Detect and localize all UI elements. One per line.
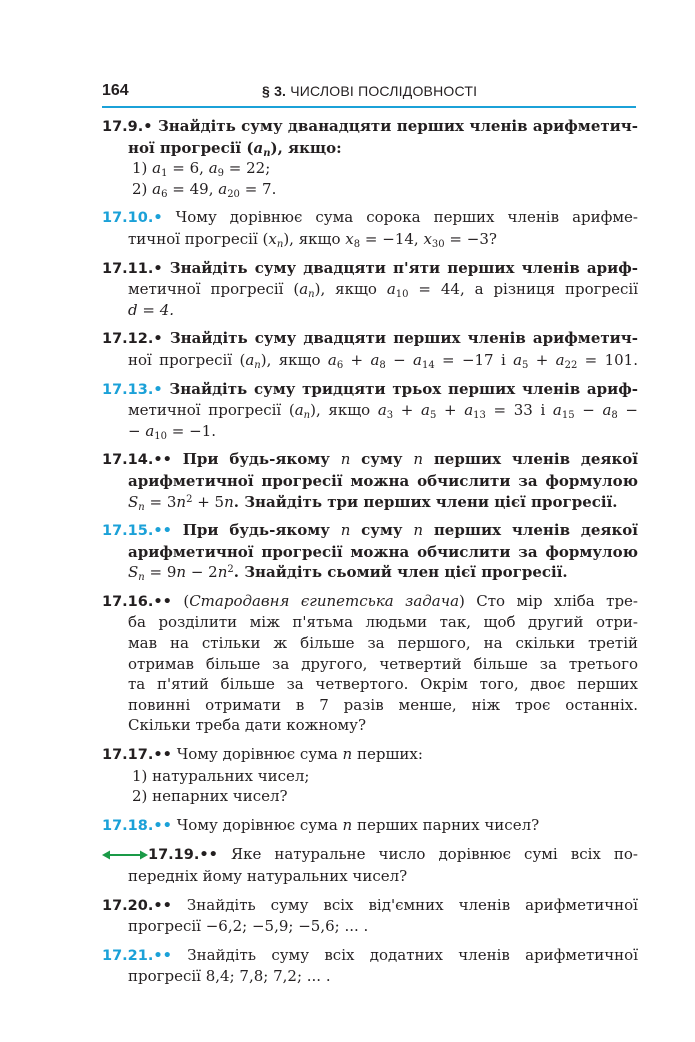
section-label: § 3. <box>262 83 287 99</box>
problem-number: 17.18.•• <box>102 817 172 834</box>
problem-number: 17.14.•• <box>102 452 172 469</box>
section-title <box>262 83 477 99</box>
problem-17-13: 17.13.• Знайдіть суму тридцяти трьох перших членів ариф- метичної прогресії $(a_n)$, якщо $a_3 + a_5 + a_{13} = 33$ і $a_{15} - a_8$ − − $a_{10} = -1$. <box>102 379 638 442</box>
problem-17-18: 17.18.•• Чому дорівнює сума n перших парних чисел? <box>102 815 540 834</box>
problem-17-15: 17.15.•• При будь-якому n суму n перших членів деякої арифметичної прогресії можна обчислити за формулою $S_n = 9n - 2n^2$. Знайдіть сьомий член цієї прогресії. <box>102 521 638 584</box>
problem-17-10: 17.10.• Чому дорівнює сума сорока перших членів арифме- тичної прогресії $(x_n)$, якщо $x_8 = -14$, $x_{30} = -3$? <box>102 208 638 250</box>
page-number: 164 <box>102 82 129 99</box>
problem-17-14: 17.14.•• При будь-якому n суму n перших членів деякої арифметичної прогресії можна обчислити за формулою $S_n = 3n^2 + 5n$. Знайдіть три перших члени цієї прогресії. <box>102 450 638 513</box>
problem-number: 17.12.• <box>102 331 163 348</box>
problem-17-16: 17.16.•• (Стародавня єгипетська задача) Сто мір хліба тре- ба розділити між п'ятьма людьми так, щоб другий отри- мав на стільки ж більше за першого, на скільки третій отримав більше за другого, четвертий більше за третього та п'ятий більше за четвертого. Окрім того, двоє перших повинні отримати в 7 разів менше, ніж троє останніх. Скільки треба дати кожному? <box>102 591 638 735</box>
section-name: ЧИСЛОВІ ПОСЛІДОВНОСТІ <box>290 83 478 99</box>
problem-17-21: 17.21.•• Знайдіть суму всіх додатних членів арифметичної прогресії 8,4; 7,8; 7,2; ... . <box>102 945 638 986</box>
problem-number: 17.16.•• <box>102 593 172 610</box>
problem-number: 17.21.•• <box>102 947 172 964</box>
problem-17-19: 17.19.•• Яке натуральне число дорівнює сумі всіх по- передніх йому натуральних чисел? <box>102 844 638 886</box>
problem-number: 17.10.• <box>102 210 163 227</box>
problem-17-17: 17.17.•• Чому дорівнює сума n перших: 1) натуральних чисел; 2) непарних чисел? <box>102 745 423 806</box>
double-arrow-icon <box>102 850 148 860</box>
problem-17-11: 17.11.• Знайдіть суму двадцяти п'яти перших членів ариф- метичної прогресії $(a_n)$, якщо $a_{10} = 44$, а різниця прогресії d = 4. <box>102 258 638 319</box>
problem-list <box>102 116 638 995</box>
problem-number: 17.11.• <box>102 260 163 277</box>
page-header <box>102 80 636 108</box>
problem-number: 17.20.•• <box>102 897 172 914</box>
problem-number: 17.17.•• <box>102 747 172 764</box>
problem-number: 17.9.• <box>102 119 153 135</box>
problem-17-12: 17.12.• Знайдіть суму двадцяти перших членів арифметич- ної прогресії $(a_n)$, якщо $a_6 + a_8 - a_{14} = -17$ і $a_5 + a_{22} = 101$. <box>102 329 638 371</box>
problem-number: 17.15.•• <box>102 523 172 540</box>
problem-17-20: 17.20.•• Знайдіть суму всіх від'ємних членів арифметичної прогресії −6,2; −5,9; −5,6; ... . <box>102 895 638 936</box>
problem-number: 17.19.•• <box>148 847 218 864</box>
problem-17-9: 17.9.• Знайдіть суму дванадцяти перших членів арифметич- ної прогресії $(a_n)$, якщо: 1) $a_1 = 6$, $a_9 = 22$; 2) $a_6 = 49$, $a_{20} = 7$. <box>102 117 638 200</box>
problem-number: 17.13.• <box>102 381 163 398</box>
